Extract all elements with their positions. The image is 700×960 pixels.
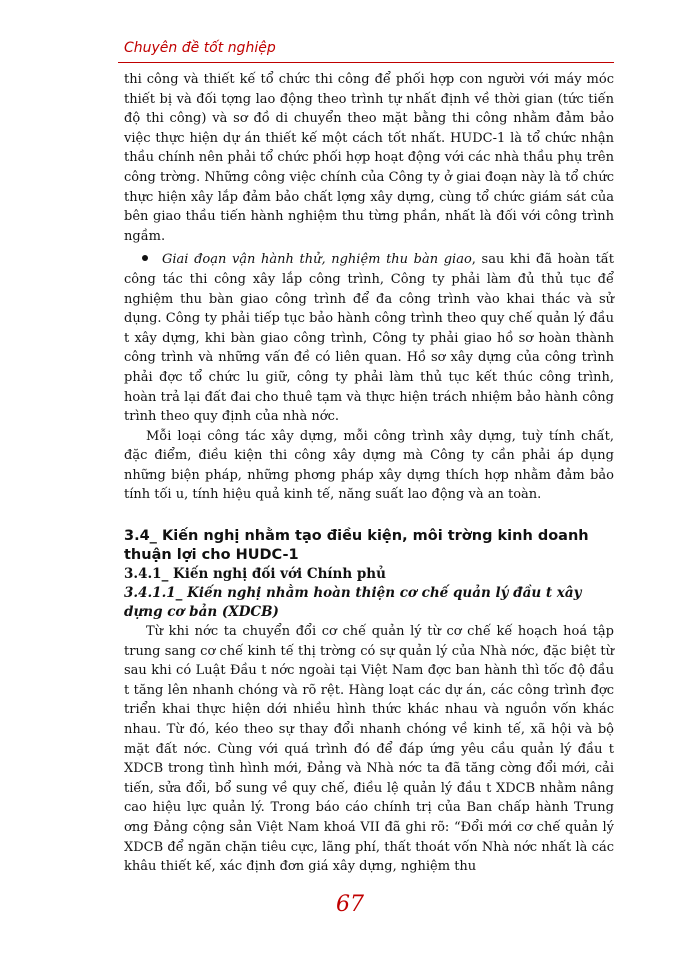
subsubsection-heading: 3.4.1.1_ Kiến nghị nhằm hoàn thiện cơ chế quản lý đầu t xây dựng cơ bản (XDCB) (124, 585, 582, 621)
bullet-paragraph (124, 250, 614, 426)
bullet-icon (142, 255, 148, 261)
page-number: 67 (336, 892, 364, 917)
body-text (124, 70, 614, 877)
running-header: Chuyên đề tốt nghiệp (124, 40, 276, 56)
paragraph-1: thi công và thiết kế tổ chức thi công để phối hợp con người với máy móc thiết bị và đối tợng lao động theo trình tự nhất định về thời gian (tức tiến độ thi công) và sơ đồ di chuyển theo mặt bằng thi công nhằm đảm bảo việc thực hiện dự án thiết kế một cách tốt nhất. HUDC-1 là tổ chức nhận thầu chính nên phải tổ chức phối hợp hoạt động với các nhà thầu phụ trên công trờng. Những công việc chính của Công ty ở giai đoạn này là tổ chức thực hiện xây lắp đảm bảo chất lợng xây dựng, cùng tổ chức giám sát của bên giao thầu tiến hành nghiệm thu từng phần, nhất là đối với công trình ngầm. (124, 72, 614, 244)
bullet-italic-lead: Giai đoạn vận hành thử, nghiệm thu bàn giao (162, 252, 472, 268)
subsection-heading: 3.4.1_ Kiến nghị đối với Chính phủ (124, 566, 386, 583)
bullet-text: , sau khi đã hoàn tất công tác thi công xây lắp công trình, Công ty phải làm đủ thủ tục để nghiệm thu bàn giao công trình để đa công trình vào khai thác và sử dụng. Công ty phải tiếp tục bảo hành công trình theo quy chế quản lý đầu t xây dựng, khi bàn giao công trình, Công ty phải giao hồ sơ hoàn thành công trình và những vấn đề có liên quan. Hồ sơ xây dựng của công trình phải đợc tổ chức lu giữ, công ty phải làm thủ tục kết thúc công trình, hoàn trả lại đất đai cho thuê tạm và thực hiện trách nhiệm bảo hành công trình theo quy định của nhà nớc. (124, 252, 614, 425)
header-rule (118, 62, 614, 63)
section-heading: 3.4_ Kiến nghị nhằm tạo điều kiện, môi trờng kinh doanh thuận lợi cho HUDC-1 (124, 528, 589, 564)
paragraph-4: Từ khi nớc ta chuyển đổi cơ chế quản lý từ cơ chế kế hoạch hoá tập trung sang cơ chế kinh tế thị trờng có sự quản lý của Nhà nớc, đặc biệt từ sau khi có Luật Đầu t nớc ngoài tại Việt Nam đợc ban hành thì tốc độ đầu t tăng lên nhanh chóng và rõ rệt. Hàng loạt các dự án, các công trình đợc triển khai thực hiện dới nhiều hình thức khác nhau và nguồn vốn khác nhau. Từ đó, kéo theo sự thay đổi nhanh chóng về kinh tế, xã hội và bộ mặt đất nớc. Cùng với quá trình đó để đáp ứng yêu cầu quản lý đầu t XDCB trong tình hình mới, Đảng và Nhà nớc ta đã tăng cờng đổi mới, cải tiến, sửa đổi, bổ sung về quy chế, điều lệ quản lý đầu t XDCB nhằm nâng cao hiệu lực quản lý. Trong báo cáo chính trị của Ban chấp hành Trung ơng Đảng cộng sản Việt Nam khoá VII đã ghi rõ: “Đổi mới cơ chế quản lý XDCB để ngăn chặn tiêu cực, lãng phí, thất thoát vốn Nhà nớc nhất là các khâu thiết kế, xác định đơn giá xây dựng, nghiệm thu (124, 624, 614, 875)
paragraph-3: Mỗi loại công tác xây dựng, mỗi công trình xây dựng, tuỳ tính chất, đặc điểm, điều kiện thi công xây dựng mà Công ty cần phải áp dụng những biện pháp, những phơng pháp xây dựng thích hợp nhằm đảm bảo tính tối u, tính hiệu quả kinh tế, năng suất lao động và an toàn. (124, 428, 614, 503)
